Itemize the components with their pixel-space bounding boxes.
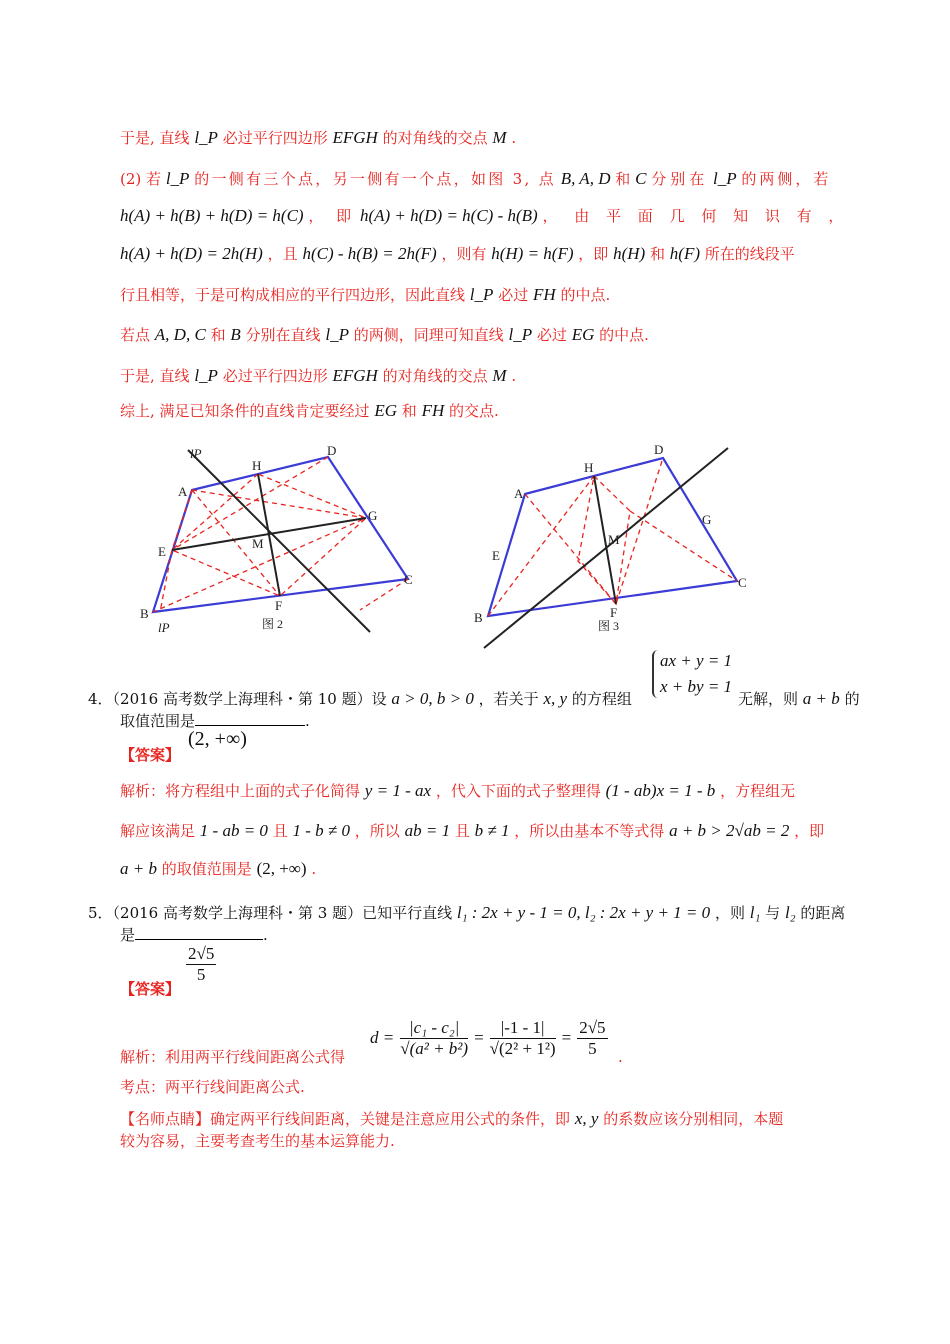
- q4-system-eq2: x + by = 1: [660, 677, 733, 696]
- fig3-label-h: H: [584, 460, 594, 475]
- q5-kaodian: 考点：两平行线间距离公式.: [120, 1078, 305, 1096]
- fig2-label-b: B: [140, 606, 149, 621]
- q4-solution-line1: 解析：将方程组中上面的式子化简得 y = 1 - ax ，代入下面的式子整理得 (1 - ab)x = 1 - b ，方程组无: [120, 781, 796, 800]
- q5-solution-line: 解析：利用两平行线间距离公式得: [120, 1048, 346, 1066]
- fig2-label-lp-top: lP: [190, 446, 202, 461]
- para3-line7: 于是, 直线 l_P 必过平行四边形 EFGH 的对角线的交点 M .: [120, 366, 517, 385]
- q4-answer-row: 【答案】: [120, 746, 181, 764]
- fig2-label-g: G: [368, 508, 378, 523]
- fig2-label-d: D: [327, 443, 337, 458]
- para3-line5: 行且相等，于是可构成相应的平行四边形，因此直线 l_P 必过 FH 的中点.: [120, 285, 611, 304]
- fig2-label-e: E: [158, 544, 166, 559]
- q4-solution-line2: 解应该满足 1 - ab = 0 且 1 - b ≠ 0 ，所以 ab = 1 且 b ≠ 1 ，所以由基本不等式得 a + b > 2√ab = 2 ，即: [120, 821, 825, 840]
- q4-system-eq1: ax + y = 1: [660, 651, 733, 670]
- q5-answer: $\frac{2√5}{5}$: [188, 944, 215, 984]
- para3-line1: 于是, 直线 l_P 必过平行四边形 EFGH 的对角线的交点 M .: [120, 128, 517, 147]
- q4-line1: 4．（2016 高考数学上海理科・第 10 题）设 a > 0, b > 0 ，若关于 x, y 的方程组: [88, 689, 632, 708]
- fig3-label-f: F: [610, 605, 618, 620]
- q5-answer-blank[interactable]: [135, 925, 263, 940]
- fig3-solid-lines: [484, 448, 728, 648]
- lp-symbol: l_P: [194, 128, 218, 147]
- fig3-label-m: M: [608, 532, 620, 547]
- q5-distance-formula: d = $\frac{\text{|c₁ - c₂|}}{\text{√(a² + b²)}}$ = $\frac{|-1 - 1|}{\text{√(2² + 1²)}}$ = $\frac{2√5}{5}$: [370, 1017, 606, 1058]
- q4-answer: (2, +∞): [188, 728, 247, 750]
- q4-answer-blank[interactable]: [195, 711, 305, 726]
- fig2-caption: 图 2: [262, 617, 284, 631]
- q4-solution-line3: a + b 的取值范围是 (2, +∞) .: [120, 859, 317, 878]
- fig3-label-g: G: [702, 512, 712, 527]
- fig2-quadrilateral: [153, 457, 408, 612]
- fig2-label-a: A: [178, 484, 188, 499]
- fig3-label-b: B: [474, 610, 483, 625]
- fig3-label-a: A: [514, 486, 524, 501]
- q5-line1: 5．（2016 高考数学上海理科・第 3 题）已知平行直线 l₁ : 2x + y - 1 = 0, l₂ : 2x + y + 1 = 0 ，则 l₁ 与 l₂ 的距离: [88, 903, 846, 922]
- fig2-label-f: F: [275, 598, 283, 613]
- fig2-label-lp-bottom: lP: [158, 620, 170, 635]
- fig3-caption: 图 3: [598, 619, 620, 633]
- para3-line2: (2) 若 l_P 的一侧有三个点，另一侧有一个点，如图 3, 点 B, A, D 和 C 分别在 l_P 的两侧，若: [120, 169, 832, 188]
- figure-3: [470, 436, 760, 650]
- para3-line4: h(A) + h(D) = 2h(H) ，且 h(C) - h(B) = 2h(F) ，则有 h(H) = h(F) ，即 h(H) 和 h(F) 所在的线段平: [120, 244, 795, 263]
- fig2-dashed-lines: [153, 457, 408, 612]
- fig3-label-d: D: [654, 442, 664, 457]
- q5-answer-row: 【答案】: [120, 980, 181, 998]
- fig2-label-m: M: [252, 536, 264, 551]
- q5-tip-line2: 较为容易，主要考查考生的基本运算能力.: [120, 1132, 395, 1150]
- fig3-label-c: C: [738, 575, 747, 590]
- q5-tip-line1: 【名师点睛】确定两平行线间距离，关键是注意应用公式的条件，即 x, y 的系数应该分别相同，本题: [120, 1109, 784, 1128]
- para3-line8: 综上, 满足已知条件的直线肯定要经过 EG 和 FH 的交点.: [120, 401, 499, 420]
- q4-line2: 取值范围是 .: [120, 712, 310, 730]
- fig2-label-c: C: [404, 572, 413, 587]
- fig3-label-e: E: [492, 548, 500, 563]
- para3-line6: 若点 A, D, C 和 B 分别在直线 l_P 的两侧，同理可知直线 l_P 必过 EG 的中点.: [120, 325, 649, 344]
- para3-line3: h(A) + h(B) + h(D) = h(C) ， 即 h(A) + h(D) = h(C) - h(B) ， 由 平 面 几 何 知 识 有 ，: [120, 206, 850, 225]
- q5-solution-end: .: [618, 1048, 623, 1066]
- q4-line1-tail: 无解，则 a + b 的: [738, 689, 860, 708]
- figure-2: [130, 432, 430, 642]
- q5-line2: 是 .: [120, 926, 268, 944]
- fig2-label-h: H: [252, 458, 262, 473]
